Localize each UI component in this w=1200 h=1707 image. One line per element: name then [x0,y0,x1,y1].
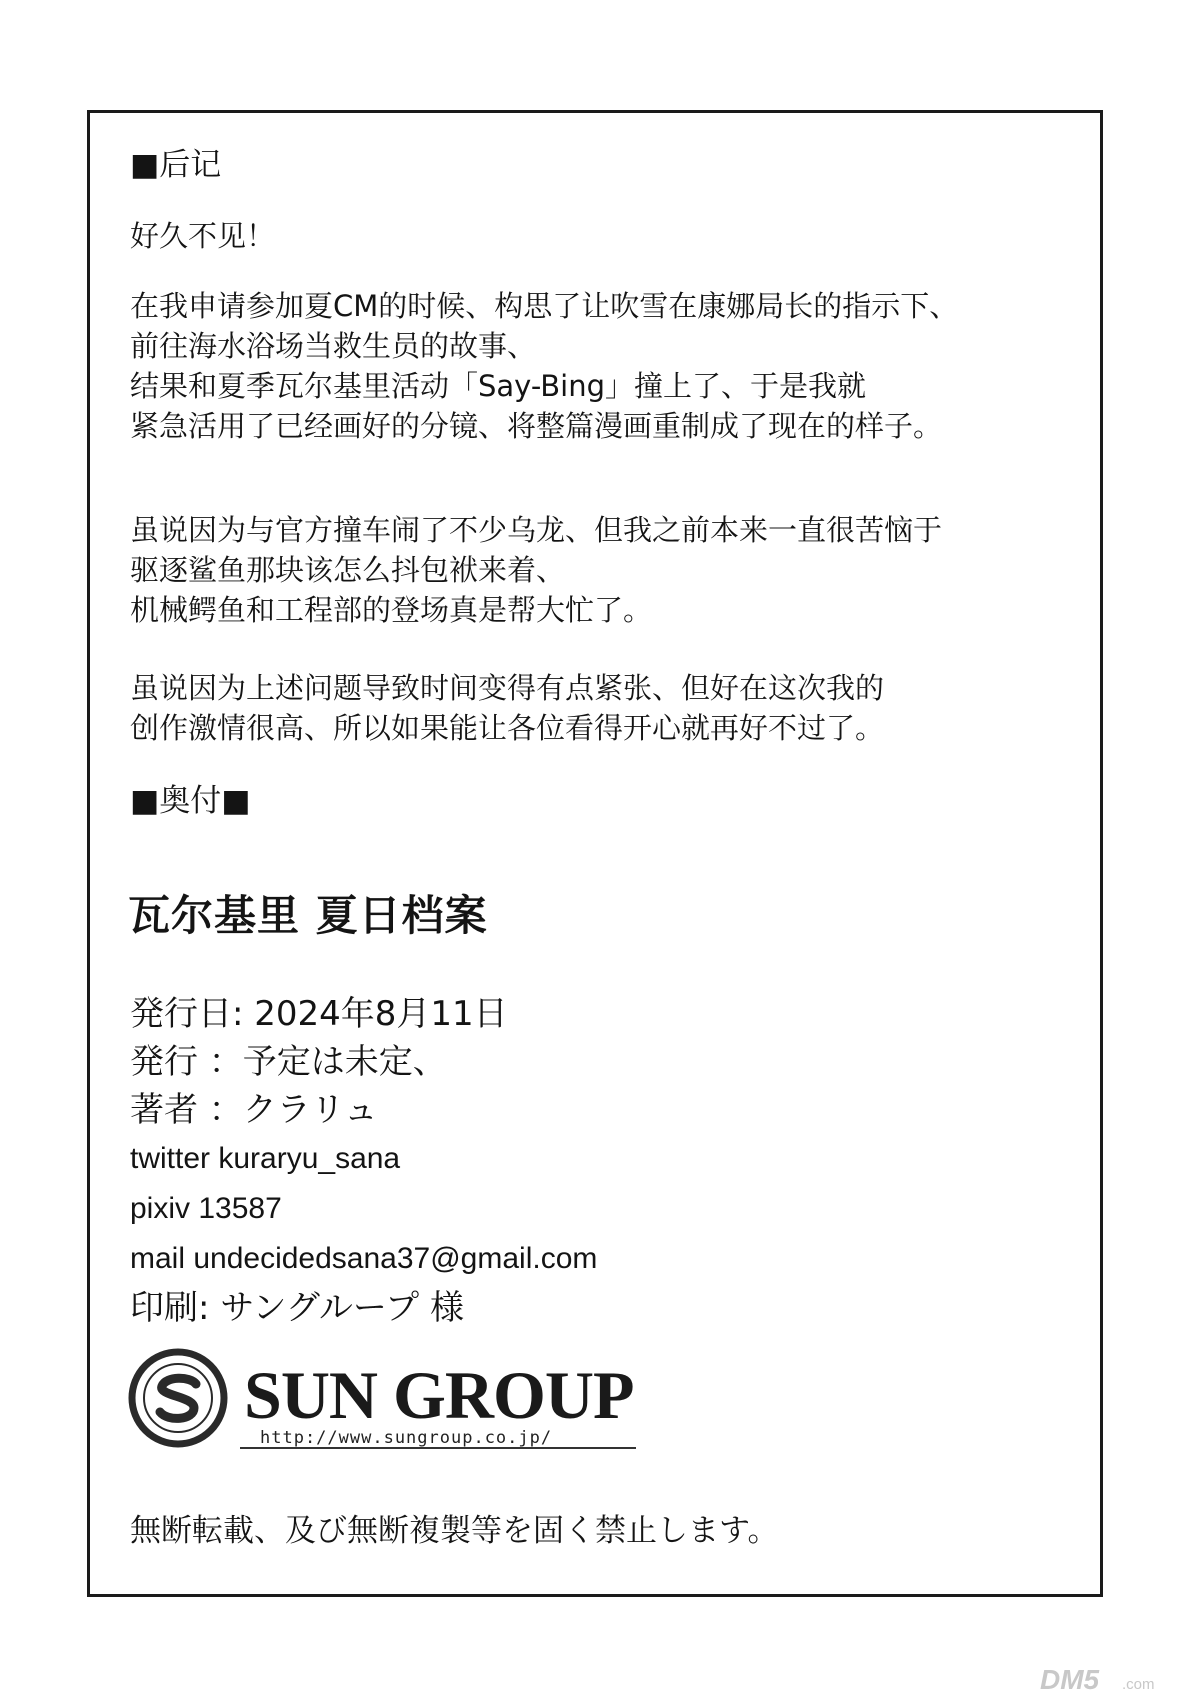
afterword-paragraph-3 [130,668,884,748]
paragraph-line: 创作激情很高、所以如果能让各位看得开心就再好不过了。 [130,711,885,745]
site-watermark [1040,1660,1190,1700]
greeting-text: 好久不见！ [130,219,276,253]
publisher: 発行 ：予定は未定、 [130,1042,447,1082]
watermark-text: DM5 [1040,1664,1100,1695]
author: 著者 ：クラリュ [130,1090,378,1130]
paragraph-line: 紧急活用了已经画好的分镜、将整篇漫画重制成了现在的样子。 [130,409,943,443]
pixiv-id: pixiv 13587 [130,1192,282,1225]
colophon-heading: ■奥付■ [130,783,251,819]
afterword-paragraph-2 [130,510,942,630]
sun-group-url: http://www.sungroup.co.jp/ [260,1428,553,1448]
watermark-suffix: .com [1122,1676,1155,1693]
paragraph-line: 驱逐鲨鱼那块该怎么抖包袱来着、 [130,553,566,587]
paragraph-line: 虽说因为与官方撞车闹了不少乌龙、但我之前本来一直很苦恼于 [130,513,943,547]
sun-group-name: SUN GROUP [244,1357,634,1433]
publish-date: 発行日: 2024年8月11日 [130,994,508,1034]
book-title: 瓦尔基里 夏日档案 [128,891,488,940]
printer: 印刷: サングループ 様 [130,1288,464,1328]
copyright-notice: 無断転載、及び無断複製等を固く禁止します。 [130,1513,779,1549]
afterword-paragraph-1 [130,286,958,446]
paragraph-line: 前往海水浴场当救生员的故事、 [130,329,537,363]
paragraph-line: 结果和夏季瓦尔基里活动「Say-Bing」撞上了、于是我就 [130,369,867,403]
twitter-handle: twitter kuraryu_sana [130,1142,401,1175]
paragraph-line: 机械鳄鱼和工程部的登场真是帮大忙了。 [130,593,653,627]
mail-address: mail undecidedsana37@gmail.com [130,1242,598,1275]
colophon-details [130,990,597,1332]
sun-group-logo-icon [128,1348,228,1448]
afterword-greeting [130,216,275,256]
paragraph-line: 在我申请参加夏CM的时候、构思了让吹雪在康娜局长的指示下、 [130,289,959,323]
afterword-heading: ■后记 [130,147,222,183]
paragraph-line: 虽说因为上述问题导致时间变得有点紧张、但好在这次我的 [130,671,885,705]
